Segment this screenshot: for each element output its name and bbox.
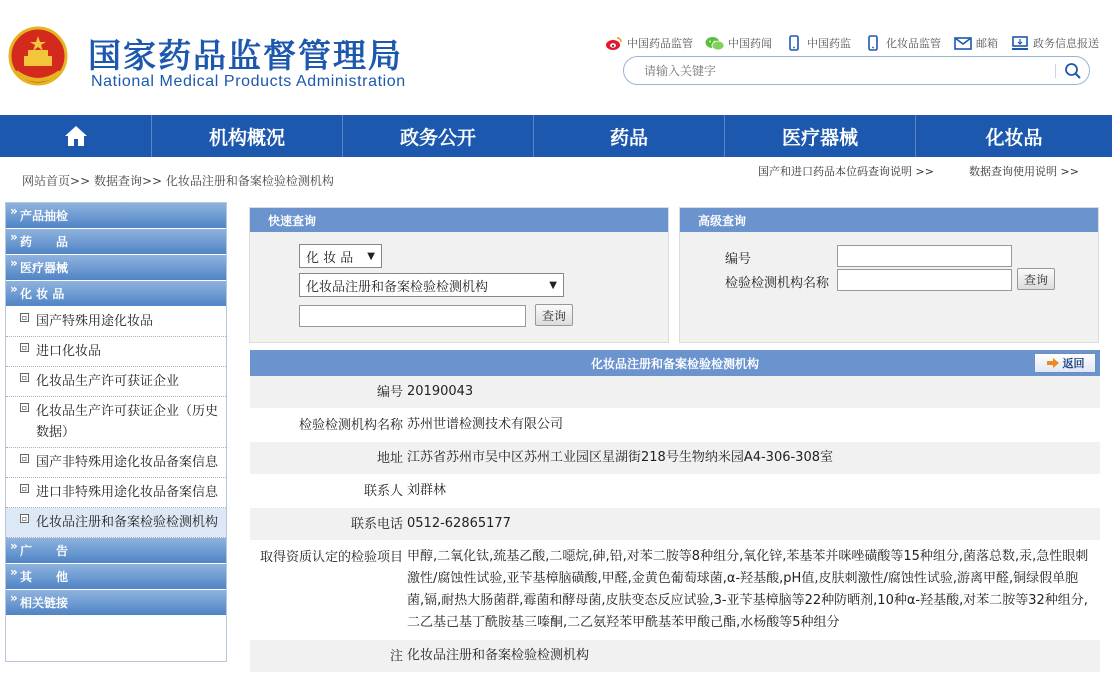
sidebar-item-licensed[interactable] <box>6 367 226 397</box>
weibo-icon <box>604 35 624 51</box>
double-arrow-icon: » <box>10 565 18 579</box>
sidebar-item-testing-institutions[interactable] <box>6 508 226 538</box>
quick-query-button[interactable]: 查询 <box>535 304 573 326</box>
row-key: 取得资质认定的检验项目 <box>259 550 403 565</box>
table-row <box>250 376 1100 409</box>
quick-keyword-input[interactable] <box>299 305 526 327</box>
expand-box-icon: ▫ <box>21 454 28 463</box>
row-key: 编号 <box>376 385 403 400</box>
expand-box-icon: ▫ <box>21 484 28 493</box>
nav-drugs[interactable]: 药品 <box>534 115 725 157</box>
top-link-weibo[interactable] <box>604 35 693 51</box>
sidebar-head-links[interactable] <box>6 590 226 616</box>
sidebar-item-label: 进口化妆品 <box>36 344 102 359</box>
sidebar-head-label: 相关链接 <box>20 596 69 610</box>
table-row <box>250 409 1100 442</box>
expand-box-icon: ▫ <box>21 514 28 523</box>
top-link-mobile-1[interactable] <box>784 35 851 51</box>
left-sidebar <box>5 202 227 662</box>
sidebar-head-other[interactable] <box>6 564 226 590</box>
expand-box-icon: ▫ <box>21 373 28 382</box>
row-value: 甲醇,二氧化钛,巯基乙酸,二噁烷,砷,铅,对苯二胺等8种组分,氧化锌,苯基苯并咪唑磺酸等15种组分,菌落总数,汞,急性眼刺激性/腐蚀性试验,亚苄基樟脑磺酸,甲醛,金黄色葡萄球菌,α-羟基酸,pH值,皮肤刺激性/腐蚀性试验,游离甲醛,铜绿假单胞菌,镉,耐热大肠菌群,霉菌和酵母菌,皮肤变态反应试验,3-亚苄基樟脑等22种防晒剂,10种α-羟基酸,对苯二胺等32种组分,二乙基己基丁酰胺基三嗪酮,二乙氨羟苯甲酰基苯甲酸己酯,水杨酸等5种组分 <box>407 549 1089 630</box>
sidebar-head-label: 医疗器械 <box>20 261 69 275</box>
sidebar-head-devices[interactable] <box>6 255 226 281</box>
site-header <box>0 0 1112 115</box>
table-row <box>250 541 1100 640</box>
expand-box-icon: ▫ <box>21 343 28 352</box>
top-link-label: 中国药品监管 <box>627 37 693 50</box>
mail-icon <box>953 35 973 51</box>
sidebar-item-label: 国产特殊用途化妆品 <box>36 314 154 329</box>
breadcrumb <box>22 172 334 189</box>
institution-name-input[interactable] <box>837 269 1012 291</box>
sidebar-item-imported[interactable] <box>6 337 226 367</box>
top-link-report[interactable] <box>1010 35 1099 51</box>
database-select[interactable] <box>299 273 564 297</box>
sidebar-head-label: 其 他 <box>20 570 69 584</box>
sidebar-head-drugs[interactable] <box>6 229 226 255</box>
sidebar-item-domestic-nonspecial[interactable] <box>6 448 226 478</box>
sidebar-item-domestic-special[interactable] <box>6 307 226 337</box>
top-link-label: 邮箱 <box>976 37 998 50</box>
double-arrow-icon: » <box>10 256 18 270</box>
sidebar-head-sampling[interactable] <box>6 203 226 229</box>
site-title-en: National Medical Products Administration <box>91 73 406 90</box>
row-key: 联系人 <box>363 484 403 499</box>
row-value: 0512-62865177 <box>407 516 511 531</box>
row-value: 刘群林 <box>407 483 447 498</box>
double-arrow-icon: » <box>10 230 18 244</box>
mobile-icon <box>863 35 883 51</box>
advanced-query-panel <box>679 207 1099 343</box>
sidebar-head-label: 化 妆 品 <box>20 287 65 301</box>
sidebar-item-imported-nonspecial[interactable] <box>6 478 226 508</box>
sidebar-head-cosmetics[interactable] <box>6 281 226 307</box>
row-value: 20190043 <box>407 384 474 399</box>
expand-box-icon: ▫ <box>21 403 28 412</box>
double-arrow-icon: » <box>10 591 18 605</box>
top-link-mobile-2[interactable] <box>863 35 941 51</box>
top-link-label: 化妆品监管 <box>886 37 941 50</box>
table-row <box>250 475 1100 508</box>
advanced-query-title: 高级查询 <box>680 208 1098 232</box>
table-row <box>250 442 1100 475</box>
row-value: 化妆品注册和备案检验检测机构 <box>407 648 590 663</box>
double-arrow-icon: » <box>10 204 18 218</box>
sidebar-head-label: 药 品 <box>20 235 69 249</box>
top-link-label: 中国药监 <box>807 37 851 50</box>
monitor-icon <box>1010 35 1030 51</box>
row-key: 地址 <box>376 451 403 466</box>
back-button[interactable] <box>1034 353 1096 373</box>
row-value: 江苏省苏州市吴中区苏州工业园区星湖街218号生物纳米园A4-306-308室 <box>407 450 833 465</box>
quick-query-panel <box>249 207 669 343</box>
detail-title <box>250 350 1100 376</box>
nav-devices[interactable]: 医疗器械 <box>725 115 916 157</box>
sidebar-head-label: 广 告 <box>20 544 69 558</box>
sidebar-item-label: 化妆品注册和备案检验检测机构 <box>36 515 219 530</box>
double-arrow-icon: » <box>10 282 18 296</box>
link-data-query-help[interactable]: 数据查询使用说明 >> <box>969 165 1079 178</box>
chevron-down-icon: ▼ <box>367 250 375 262</box>
sidebar-item-label: 进口非特殊用途化妆品备案信息 <box>36 485 219 500</box>
nav-cosmetics[interactable]: 化妆品 <box>985 126 1043 149</box>
search-input[interactable] <box>644 62 1044 80</box>
field-label-number: 编号 <box>725 252 752 267</box>
database-select-value: 化妆品注册和备案检验检测机构 <box>306 279 489 295</box>
double-arrow-icon: » <box>10 539 18 553</box>
number-input[interactable] <box>837 245 1012 267</box>
main-nav <box>0 115 1112 157</box>
breadcrumb-current: 化妆品注册和备案检验检测机构 <box>165 174 334 188</box>
detail-rows <box>250 376 1100 673</box>
breadcrumb-data-query[interactable]: 数据查询 <box>93 174 142 188</box>
sidebar-item-label: 化妆品生产许可获证企业（历史数据） <box>36 404 219 440</box>
site-title-cn[interactable]: 国家药品监督管理局 <box>88 36 403 75</box>
breadcrumb-sep: >> <box>141 174 163 188</box>
search-icon[interactable] <box>1063 61 1083 81</box>
sidebar-item-label: 化妆品生产许可获证企业 <box>36 374 180 389</box>
nav-home[interactable] <box>0 115 152 157</box>
detail-title-label: 化妆品注册和备案检验检测机构 <box>590 356 759 371</box>
mobile-icon <box>784 35 804 51</box>
category-select-value: 化 妆 品 <box>306 250 354 266</box>
chevron-down-icon: ▼ <box>549 279 557 291</box>
link-drug-code-help[interactable]: 国产和进口药品本位码查询说明 >> <box>758 165 934 178</box>
wechat-icon <box>705 35 725 51</box>
breadcrumb-home[interactable]: 网站首页 <box>22 174 71 188</box>
search-divider <box>1055 64 1056 78</box>
top-link-label: 政务信息报送 <box>1033 37 1099 50</box>
category-select[interactable] <box>299 244 382 268</box>
sidebar-head-ads[interactable] <box>6 538 226 564</box>
row-key: 联系电话 <box>350 517 403 532</box>
sidebar-item-label: 国产非特殊用途化妆品备案信息 <box>36 455 219 470</box>
row-key: 检验检测机构名称 <box>298 418 403 433</box>
field-label-institution-name: 检验检测机构名称 <box>725 276 830 291</box>
home-icon <box>63 124 89 148</box>
sidebar-item-licensed-history[interactable] <box>6 397 226 448</box>
row-value: 苏州世谱检测技术有限公司 <box>407 417 564 432</box>
search-box <box>623 56 1090 85</box>
top-link-mail[interactable] <box>953 35 998 51</box>
back-button-label: 返回 <box>1062 357 1085 370</box>
top-links <box>604 33 1099 53</box>
table-row <box>250 640 1100 673</box>
advanced-query-button[interactable]: 查询 <box>1017 268 1055 290</box>
arrow-right-icon <box>1046 357 1060 369</box>
sidebar-head-label: 产品抽检 <box>20 209 69 223</box>
detail-table <box>250 350 1100 673</box>
expand-box-icon: ▫ <box>21 313 28 322</box>
top-link-label: 中国药闻 <box>728 37 772 50</box>
nav-gov-affairs[interactable]: 政务公开 <box>343 115 534 157</box>
top-link-wechat[interactable] <box>705 35 772 51</box>
national-emblem-icon <box>8 26 68 88</box>
nav-about[interactable]: 机构概况 <box>152 115 343 157</box>
row-key: 注 <box>389 649 403 664</box>
quick-query-title: 快速查询 <box>250 208 668 232</box>
table-row <box>250 508 1100 541</box>
breadcrumb-sep: >> <box>70 174 91 188</box>
